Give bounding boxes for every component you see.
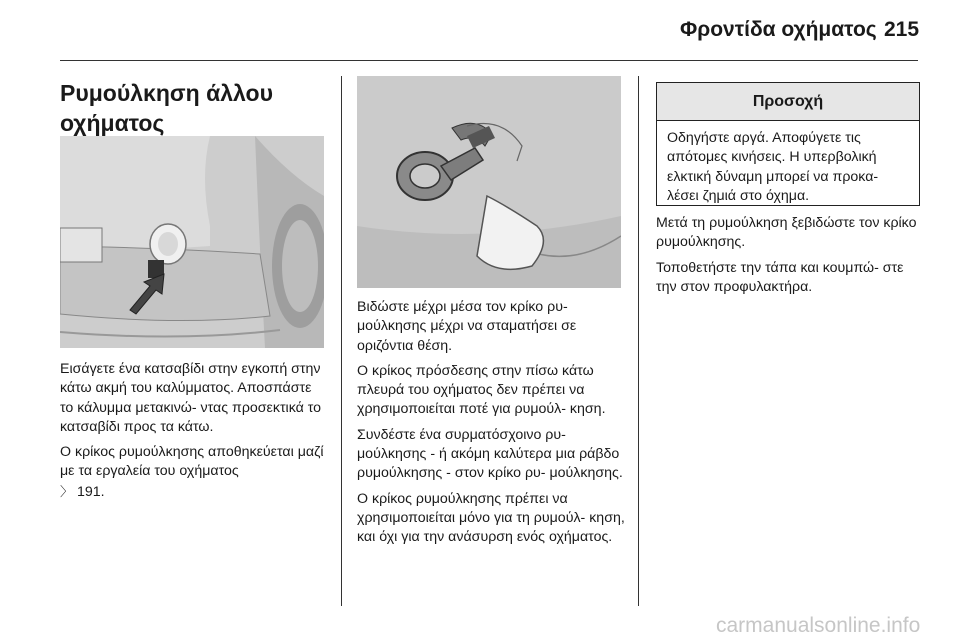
section-title: Ρυμούλκηση άλλου οχήματος — [60, 80, 273, 136]
column-2-text — [357, 298, 625, 554]
header-divider — [60, 60, 918, 61]
warning-box — [656, 82, 920, 206]
paragraph: Ο κρίκος ρυμούλκησης πρέπει να χρησιμοποιείται μόνο για τη ρυμούλ‑ κηση, και όχι για την ανάσυρση ενός οχήματος. — [357, 490, 625, 546]
paragraph: Συνδέστε ένα συρματόσχοινο ρυ‑ μούλκησης ‑ ή ακόμη καλύτερα μια ράβδο ρυμούλκησης ‑ στον κρίκο ρυ‑ μούλκησης. — [357, 426, 623, 482]
page-reference-number: 191. — [76, 483, 105, 500]
towing-eye-illustration — [357, 76, 621, 288]
arrow-reference-icon: 〉 — [60, 483, 74, 499]
towing-eye-drawing — [357, 76, 621, 288]
paragraph: Βιδώστε μέχρι μέσα τον κρίκο ρυ‑ μούλκησης μέχρι να σταματήσει σε οριζόντια θέση. — [357, 299, 577, 354]
watermark: carmanualsonline.info — [716, 614, 921, 637]
paragraph: Ο κρίκος πρόσδεσης στην πίσω κάτω πλευρά του οχήματος δεν πρέπει να χρησιμοποιείται ποτέ για ρυμούλ‑ κηση. — [357, 362, 606, 418]
paragraph: Τοποθετήστε την τάπα και κουμπώ‑ στε την στον προφυλακτήρα. — [656, 259, 904, 295]
bumper-cover-illustration — [60, 136, 324, 348]
page-number: 215 — [884, 18, 920, 41]
warning-title: Προσοχή — [657, 83, 919, 121]
column-divider-1 — [341, 76, 342, 606]
column-1-text — [60, 360, 328, 502]
bumper-cover-drawing — [60, 136, 324, 348]
column-divider-2 — [638, 76, 639, 606]
paragraph: Ο κρίκος ρυμούλκησης αποθηκεύεται μαζί με τα εργαλεία του οχήματος — [60, 444, 324, 480]
paragraph: Εισάγετε ένα κατσαβίδι στην εγκοπή στην κάτω ακμή του καλύμματος. Αποσπάστε το κάλυμμα μετακινώ‑ ντας προσεκτικά το κατσαβίδι προς τα κάτω. — [60, 361, 322, 435]
warning-text: Οδηγήστε αργά. Αποφύγετε τις απότομες κινήσεις. Η υπερβολική ελκτική δύναμη μπορεί να προκα‑ λέσει ζημιά στο όχημα. — [667, 130, 879, 204]
paragraph: Μετά τη ρυμούλκηση ξεβιδώστε τον κρίκο ρυμούλκησης. — [656, 215, 917, 251]
page-header-title: Φροντίδα οχήματος — [680, 18, 877, 41]
page-reference — [60, 482, 328, 502]
column-3-text — [656, 214, 918, 303]
